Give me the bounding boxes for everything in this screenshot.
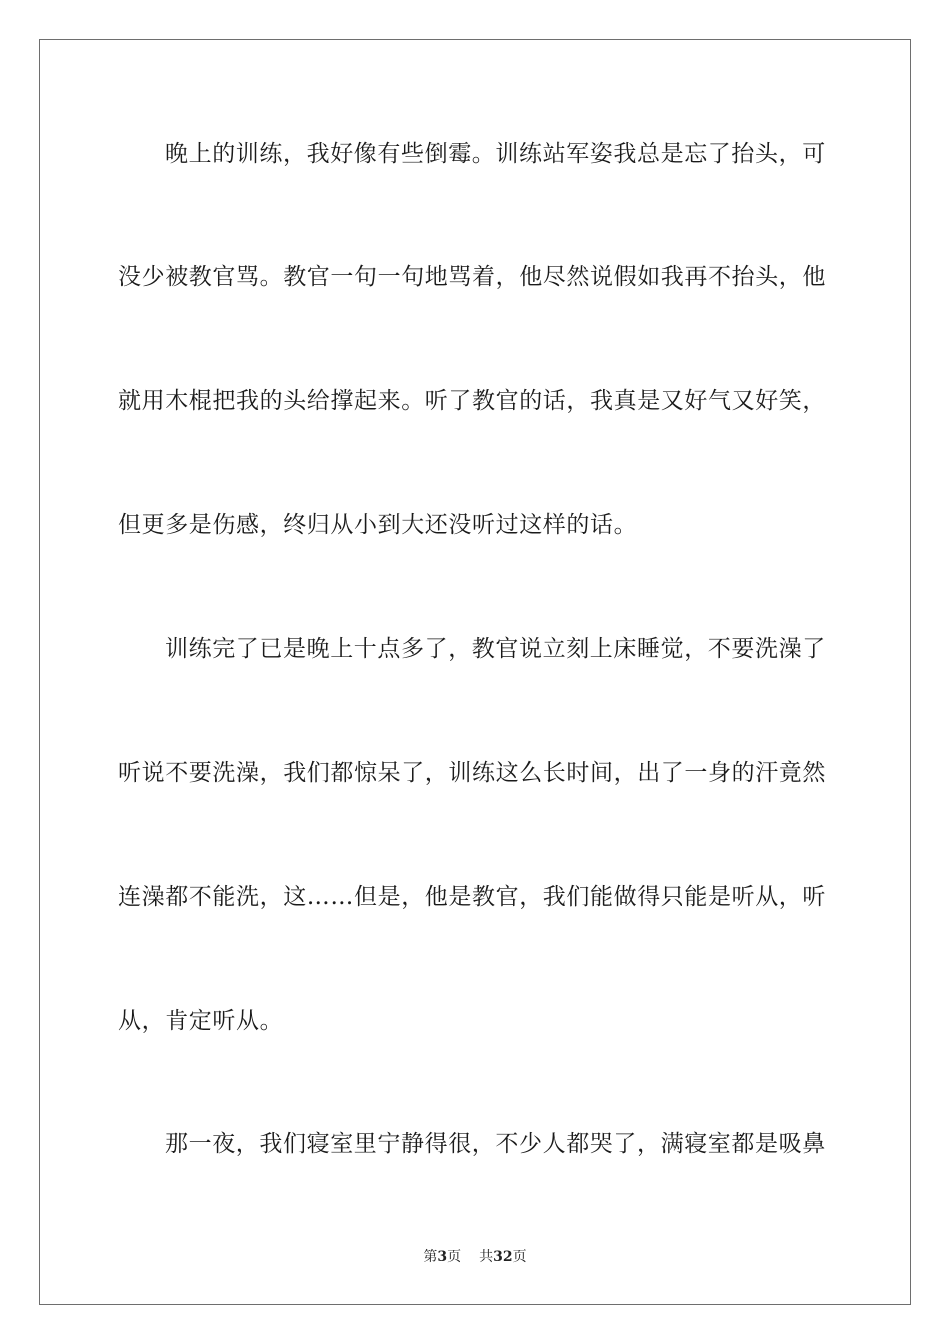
paragraph-1-line-3: 就用木棍把我的头给撑起来。听了教官的话，我真是又好气又好笑， <box>118 388 826 414</box>
footer-total-prefix: 共 <box>479 1249 494 1265</box>
footer-page-prefix: 第 <box>423 1249 438 1265</box>
paragraph-2-line-4: 从，肯定听从。 <box>118 1008 284 1034</box>
paragraph-2-line-1: 训练完了已是晚上十点多了，教官说立刻上床睡觉，不要洗澡了 <box>165 636 826 662</box>
page-border <box>39 39 911 1305</box>
paragraph-1-line-1: 晚上的训练，我好像有些倒霉。训练站军姿我总是忘了抬头，可 <box>165 141 826 167</box>
footer-total-pages: 32 <box>493 1249 513 1265</box>
footer-page-suffix: 页 <box>447 1249 462 1265</box>
footer-total-suffix: 页 <box>512 1249 527 1265</box>
page-footer <box>0 1247 950 1267</box>
paragraph-2-line-2: 听说不要洗澡，我们都惊呆了，训练这么长时间，出了一身的汗竟然 <box>118 760 826 786</box>
paragraph-1-line-2: 没少被教官骂。教官一句一句地骂着，他尽然说假如我再不抬头，他 <box>118 264 826 290</box>
paragraph-2-line-3: 连澡都不能洗，这……但是，他是教官，我们能做得只能是听从，听 <box>118 884 826 910</box>
footer-page-number: 3 <box>437 1249 448 1265</box>
paragraph-1-line-4: 但更多是伤感，终归从小到大还没听过这样的话。 <box>118 512 638 538</box>
paragraph-3-line-1: 那一夜，我们寝室里宁静得很，不少人都哭了，满寝室都是吸鼻 <box>165 1131 826 1157</box>
